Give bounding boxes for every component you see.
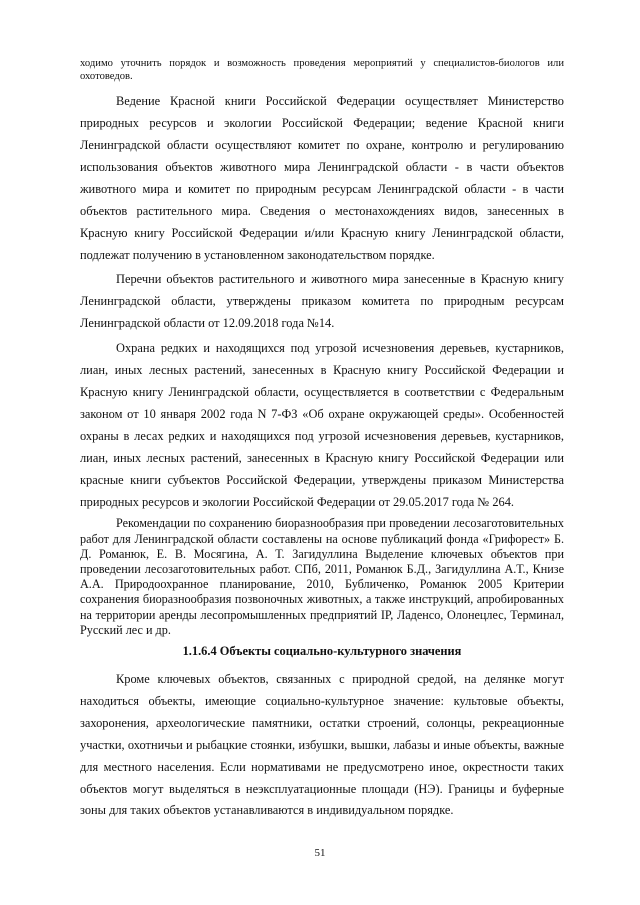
section-heading: 1.1.6.4 Объекты социально-культурного значения [182, 644, 462, 659]
paragraph-rare-species-protection: Охрана редких и находящихся под угрозой исчезновения деревьев, кустарников, лиан, иных лесных растений, занесенных в Красную книгу Российской Федерации и Красную книгу Ленинградской области, осуществляется в соответствии с Федеральным законом от 10 января 2002 года N 7-ФЗ «Об охране окружающей среды». Особенностей охраны в лесах редких и находящихся под угрозой исчезновения деревьев, кустарников, лиан, иных лесных растений, занесенных в Красную книгу Российской Федерации или красные книги субъектов Российской Федерации, утверждены приказом Министерства природных ресурсов и экологии Российской Федерации от 29.05.2017 года № 264. [80, 341, 564, 509]
paragraph-social-cultural-objects: Кроме ключевых объектов, связанных с природной средой, на делянке могут находиться объекты, имеющие социально-культурное значение: культовые объекты, захоронения, археологические памятники, остатки строений, солонцы, рекреационные участки, охотничьи и рыбацкие стоянки, избушки, вышки, лабазы и иные объекты, важные для местного населения. Если нормативами не предусмотрено иное, окрестности таких объектов могут выделяться в неэксплуатационные площади (НЭ). Границы и буферные зоны для таких объектов устанавливаются в индивидуальном порядке. [80, 672, 564, 818]
paragraph-red-book-lists: Перечни объектов растительного и животного мира занесенные в Красную книгу Ленинградской области, утверждены приказом комитета по природным ресурсам Ленинградской области от 12.09.2018 года №14. [80, 272, 564, 331]
paragraph-red-book-management: Ведение Красной книги Российской Федерации осуществляет Министерство природных ресурсов и экологии Российской Федерации; ведение Красной книги Ленинградской области осуществляют комитет по охране, контролю и регулированию использования объектов животного мира Ленинградской области - в части объектов животного мира и комитет по природным ресурсам Ленинградской области - в части объектов растительного мира. Сведения о местонахождениях видов, занесенных в Красную книгу Российской Федерации и/или Красную книгу Ленинградской области, подлежат получению в установленном законодательством порядке. [80, 94, 564, 262]
page-number: 51 [314, 847, 326, 859]
paragraph-biodiversity-recommendations: Рекомендации по сохранению биоразнообразия при проведении лесозаготовительных работ для Ленинградской области составлены на основе публикаций фонда «Грифорест» Б. Д. Романюк, Е. В. Мосягина, А. Т. Загидуллина Выделение ключевых объектов при проведении лесозаготовительных работ. СПб, 2011, Романюк Б.Д., Загидуллина А.Т., Книзе А.А. Природоохранное планирование, 2010, Бубличенко, Романюк 2005 Критерии сохранения биоразнообразия позвоночных животных, а также инструкций, апробированных на территории аренды лесопромышленных предприятий IP, Ладенсо, Олонецлес, Терминал, Русский лес и др. [80, 516, 564, 637]
document-page [80, 58, 564, 825]
intro-fragment: ходимо уточнить порядок и возможность проведения мероприятий у специалистов-биологов или охотоведов. [80, 58, 564, 82]
